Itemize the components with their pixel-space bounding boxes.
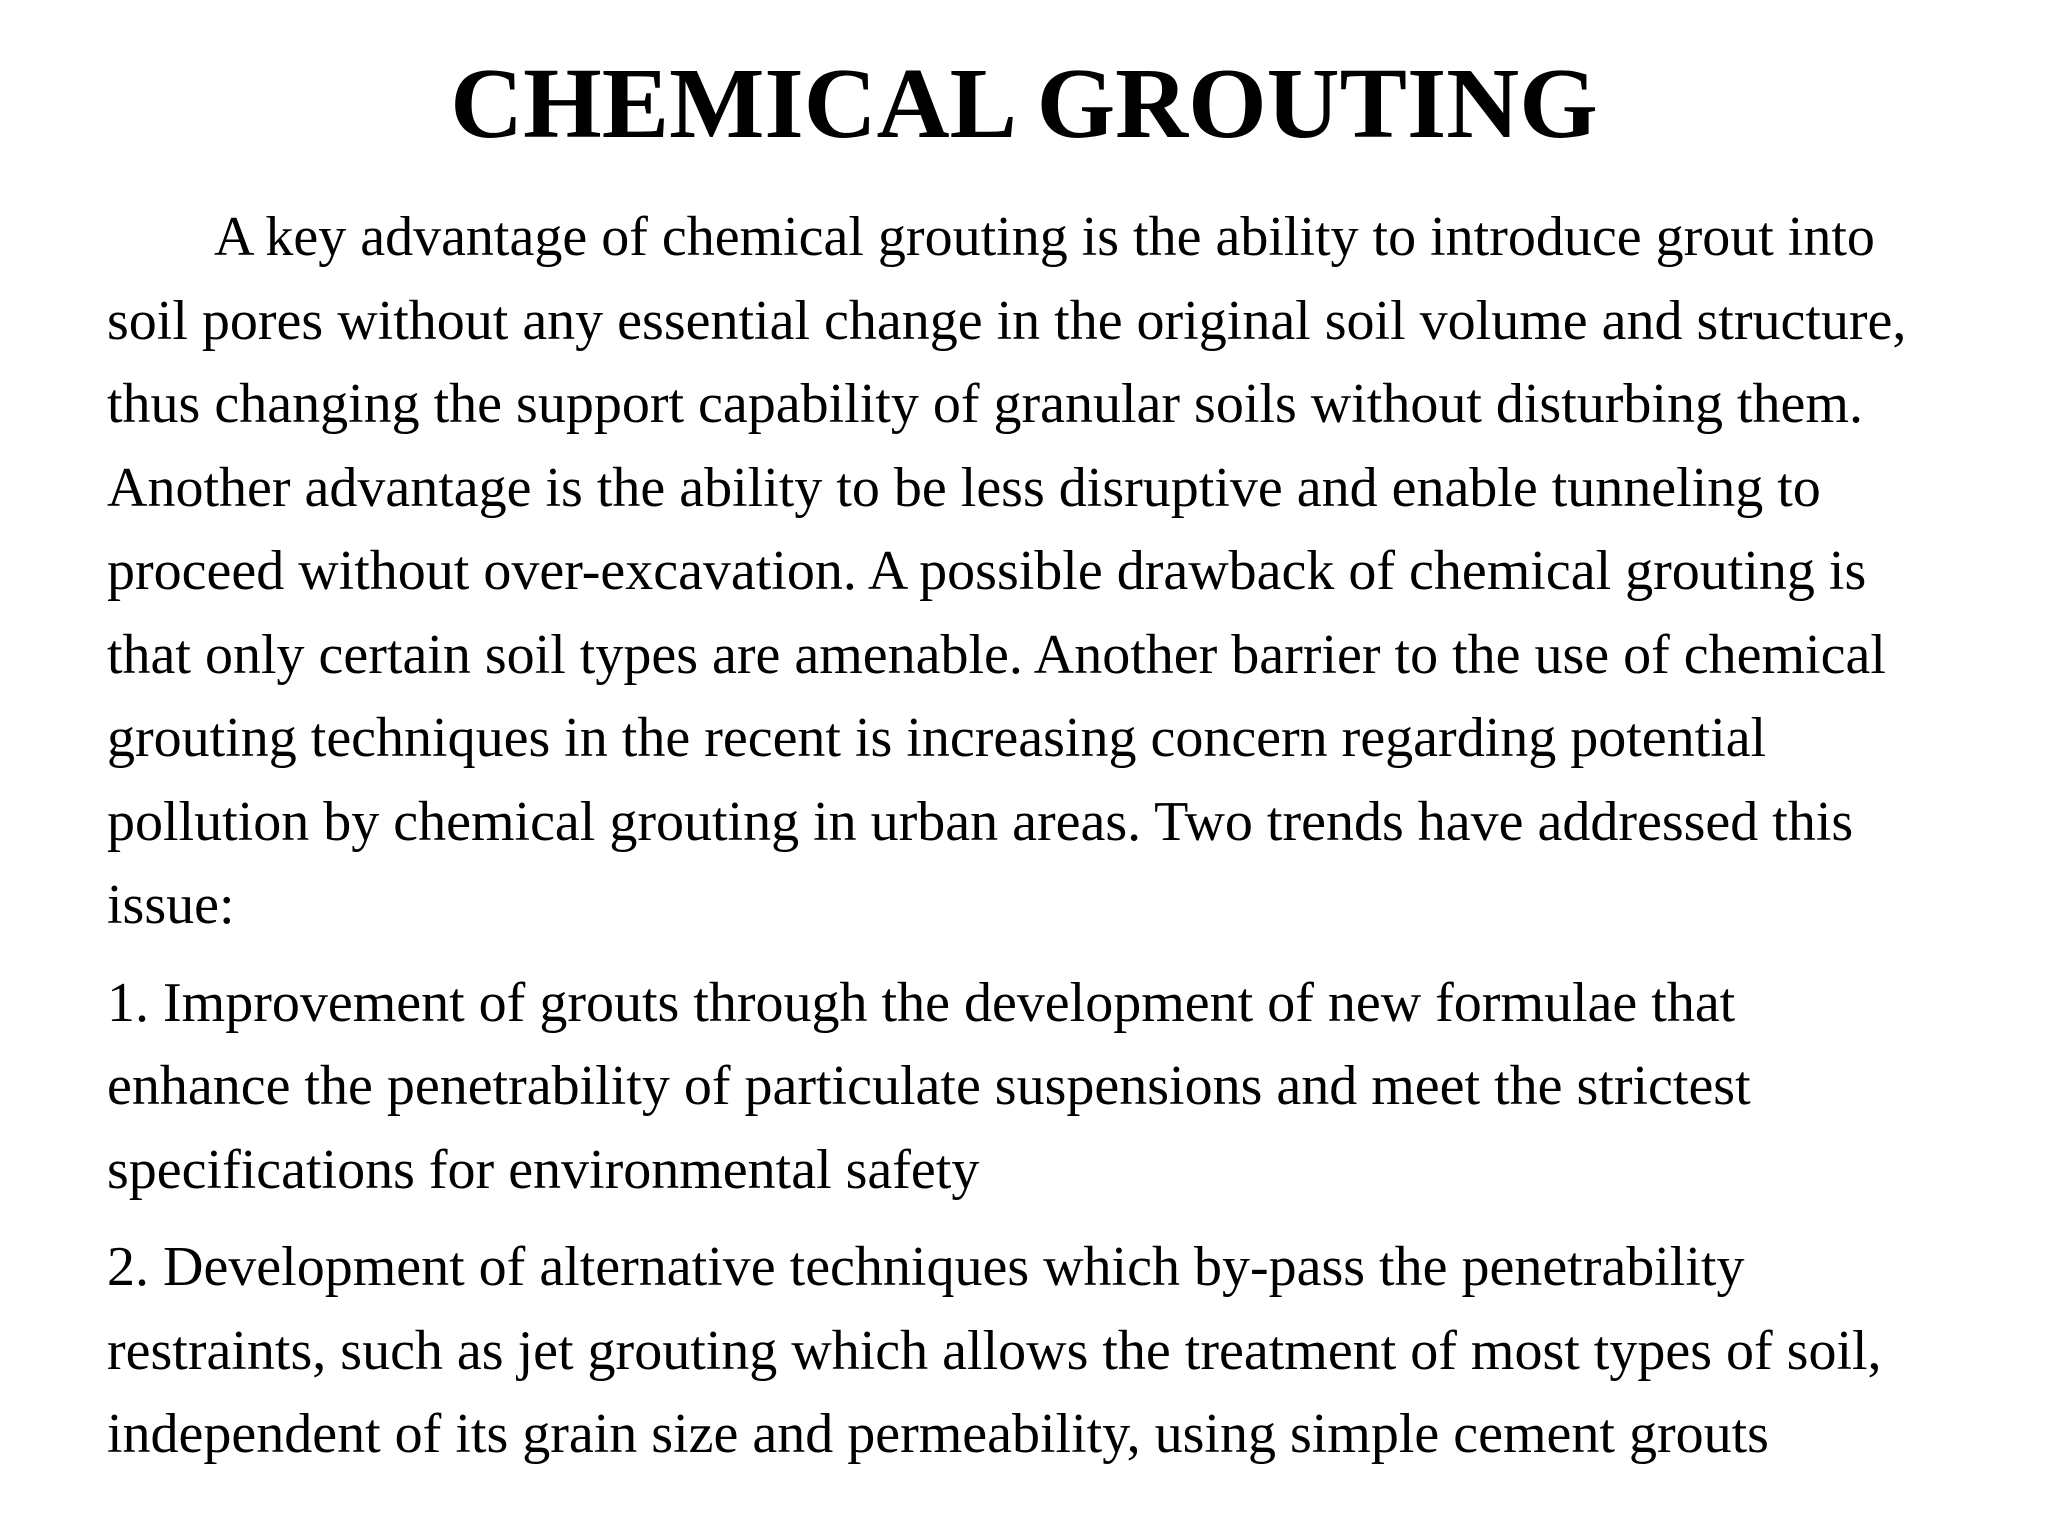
list-item-2: [107, 1226, 1987, 1477]
list-item-1: [107, 962, 1987, 1213]
intro-paragraph: [107, 196, 1987, 948]
intro-line: Another advantage is the ability to be less disruptive and enable tunneling to: [107, 456, 1821, 519]
intro-line: proceed without over-excavation. A possible drawback of chemical grouting is: [107, 540, 1867, 602]
list-item-line: specifications for environmental safety: [107, 1138, 980, 1201]
intro-line: A key advantage of chemical grouting is the ability to introduce grout into: [214, 206, 1875, 268]
intro-line: that only certain soil types are amenable. Another barrier to the use of chemical: [107, 623, 1886, 686]
list-item-line: independent of its grain size and permeability, using simple cement grouts: [107, 1403, 1769, 1465]
list-item-line: 1. Improvement of grouts through the development of new formulae that: [107, 971, 1736, 1034]
list-item-line: 2. Development of alternative techniques which by-pass the penetrability: [107, 1236, 1745, 1298]
slide-body: [107, 196, 1987, 1477]
list-item-line: restraints, such as jet grouting which allows the treatment of most types of soil,: [107, 1319, 1882, 1382]
intro-line: grouting techniques in the recent is increasing concern regarding potential: [107, 707, 1767, 769]
intro-line: thus changing the support capability of granular soils without disturbing them.: [107, 373, 1863, 435]
intro-line: soil pores without any essential change in the original soil volume and structure,: [107, 289, 1907, 352]
list-item-line: enhance the penetrability of particulate suspensions and meet the strictest: [107, 1055, 1751, 1117]
intro-line: pollution by chemical grouting in urban areas. Two trends have addressed this: [107, 790, 1854, 853]
slide-title: CHEMICAL GROUTING: [450, 47, 1598, 159]
intro-line: issue:: [107, 874, 235, 936]
